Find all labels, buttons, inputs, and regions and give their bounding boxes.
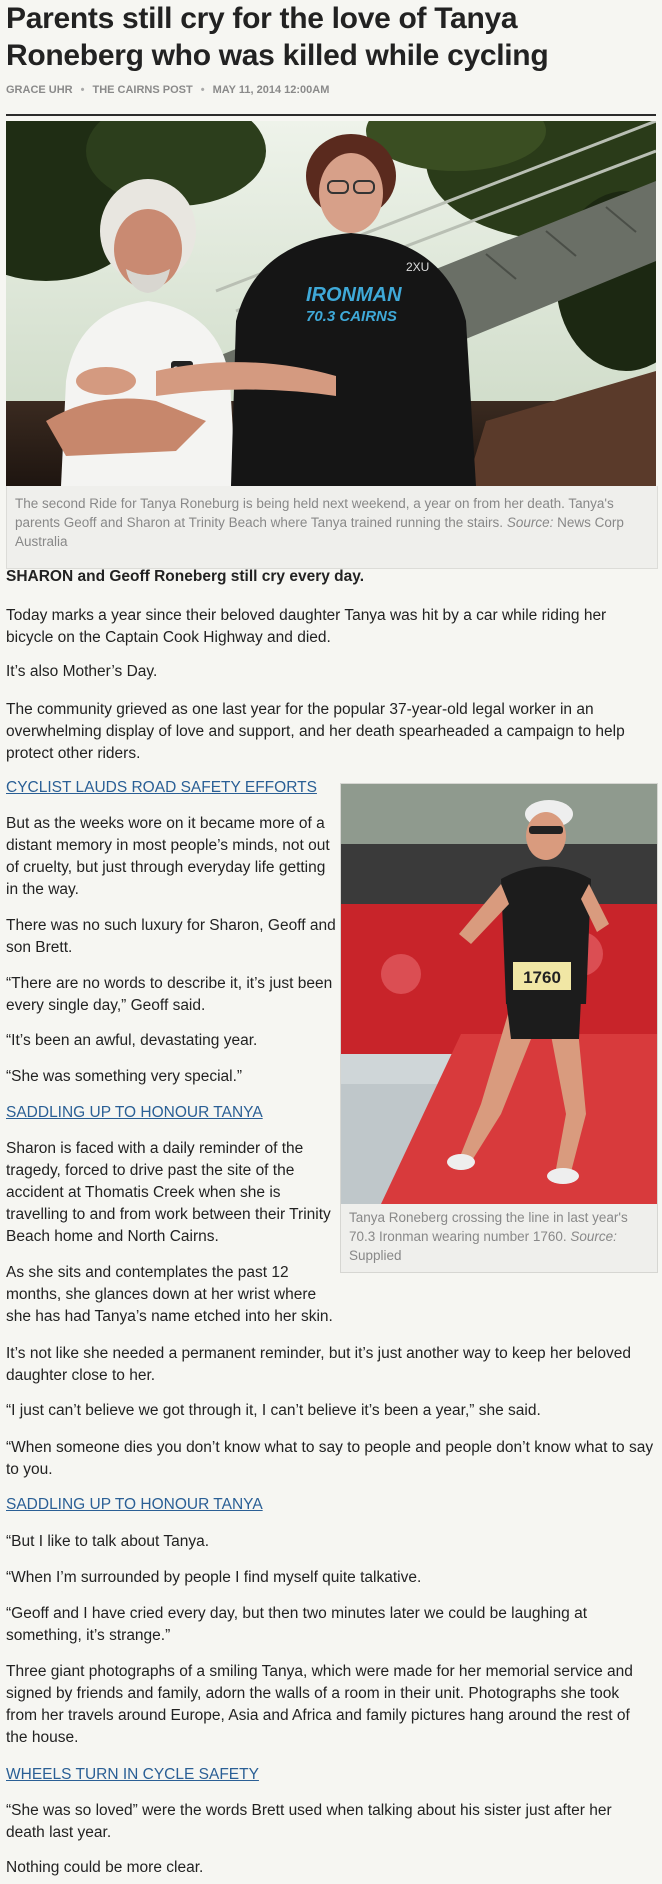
body-paragraph: Nothing could be more clear. (6, 1859, 204, 1876)
side-photo-caption (349, 1208, 651, 1265)
side-source: Supplied (349, 1248, 402, 1263)
body-paragraph: “She was something very special.” (6, 1068, 243, 1085)
body-paragraph: Today marks a year since their beloved daughter Tanya was hit by a car while riding her bicycle on the Captain Cook Highway and died. (6, 607, 607, 646)
hero-photo[interactable] (6, 121, 656, 486)
body-paragraph: But as the weeks wore on it became more of a distant memory in most people’s minds, not out of cruelty, but just through everyday life getting in the way. (6, 815, 330, 898)
body-paragraph: “I just can’t believe we got through it, I can’t believe it’s been a year,” she said. (6, 1402, 541, 1419)
body-paragraph: “She was so loved” were the words Brett used when talking about his sister just after her death last year. (6, 1802, 612, 1841)
body-paragraph: The community grieved as one last year for the popular 37-year-old legal worker in an overwhelming display of love and support, and her death spearheaded a campaign to help protect other riders. (6, 701, 625, 762)
body-paragraph: “It’s been an awful, devastating year. (6, 1032, 258, 1049)
related-link-road-safety[interactable]: CYCLIST LAUDS ROAD SAFETY EFFORTS (6, 779, 317, 796)
byline-separator: • (200, 84, 205, 96)
hero-source-label: Source: (506, 515, 554, 530)
related-link-cycle-safety[interactable]: WHEELS TURN IN CYCLE SAFETY (6, 1766, 259, 1783)
body-paragraph: “Geoff and I have cried every day, but then two minutes later we could be laughing at something, it’s strange.” (6, 1605, 588, 1644)
byline-publication: THE CAIRNS POST (92, 84, 193, 96)
headline-divider (6, 114, 656, 116)
byline-date: MAY 11, 2014 12:00AM (212, 84, 330, 96)
body-paragraph: Sharon is faced with a daily reminder of the tragedy, forced to drive past the site of the accident at Thomatis Creek when she is travelling to and from work between their Trinity Beach home and North Cairns. (6, 1140, 331, 1245)
side-photo-image[interactable] (341, 784, 657, 1204)
related-link-saddling-up[interactable]: SADDLING UP TO HONOUR TANYA (6, 1496, 263, 1513)
lead-paragraph: SHARON and Geoff Roneberg still cry every day. (6, 568, 365, 585)
shirt-corner-logo: 2XU (406, 260, 430, 274)
body-paragraph: It’s also Mother’s Day. (6, 663, 158, 680)
hero-source: News Corp Australia (15, 515, 624, 549)
body-paragraph: “There are no words to describe it, it’s just been every single day,” Geoff said. (6, 975, 333, 1014)
side-photo-box (340, 783, 658, 1273)
body-paragraph: Three giant photographs of a smiling Tanya, which were made for her memorial service and signed by friends and family, adorn the walls of a room in their unit. Photographs she took from her travels around Europe, Asia and Africa and family pictures hang around the rest of the house. (6, 1663, 633, 1746)
race-bib-number: 1760 (523, 968, 561, 987)
body-paragraph: As she sits and contemplates the past 12 months, she glances down at her wrist where she has had Tanya’s name etched into her skin. (6, 1264, 333, 1325)
related-link-saddling-up[interactable]: SADDLING UP TO HONOUR TANYA (6, 1104, 263, 1121)
hero-caption (6, 486, 658, 569)
body-paragraph: “When I’m surrounded by people I find myself quite talkative. (6, 1569, 422, 1586)
shirt-brand: IRONMAN (306, 284, 402, 306)
hero-photo-image (6, 121, 656, 486)
body-paragraph: It’s not like she needed a permanent reminder, but it’s just another way to keep her beloved daughter close to her. (6, 1345, 631, 1384)
byline-author[interactable]: GRACE UHR (6, 84, 73, 96)
shirt-subtitle: 70.3 CAIRNS (306, 308, 397, 325)
article-headline: Parents still cry for the love of Tanya Roneberg who was killed while cycling (6, 2, 549, 72)
body-paragraph: “When someone dies you don’t know what to say to people and people don’t know what to say to you. (6, 1439, 654, 1478)
side-source-label: Source: (570, 1229, 617, 1244)
body-paragraph: There was no such luxury for Sharon, Geoff and son Brett. (6, 917, 336, 956)
hero-caption-text: The second Ride for Tanya Roneburg is being held next weekend, a year on from her death. Tanya's parents Geoff and Sharon at Trinity Beach where Tanya trained running the stairs. (15, 496, 614, 530)
body-paragraph: “But I like to talk about Tanya. (6, 1533, 210, 1550)
byline-separator: • (80, 84, 85, 96)
byline (6, 84, 656, 96)
side-caption-text: Tanya Roneberg crossing the line in last year's 70.3 Ironman wearing number 1760. (349, 1210, 628, 1244)
